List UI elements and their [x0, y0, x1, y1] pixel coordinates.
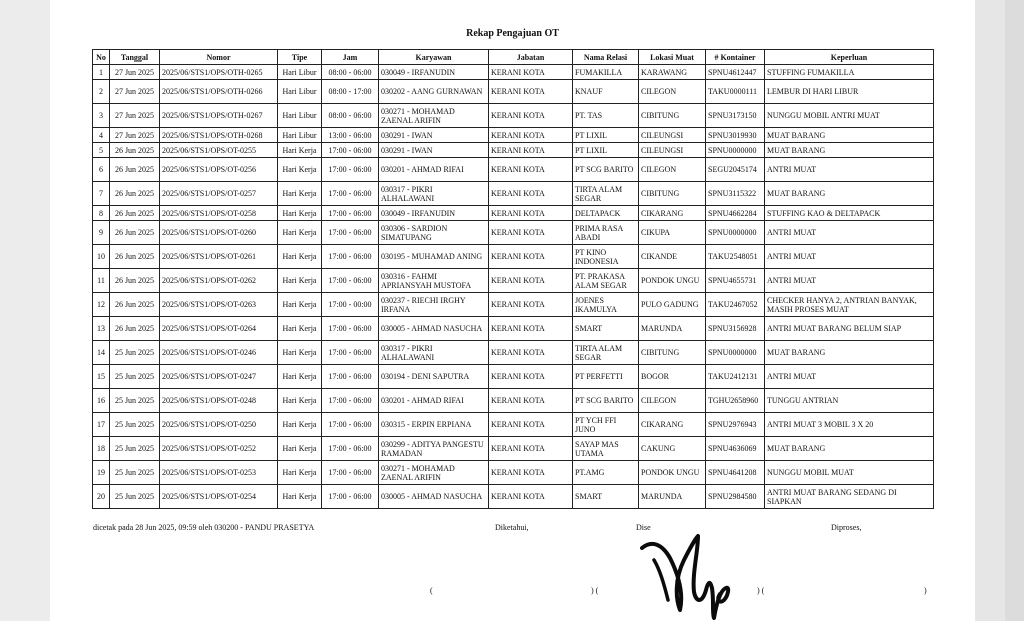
cell-jabatan: KERANI KOTA: [489, 317, 573, 341]
cell-tanggal: 25 Jun 2025: [110, 437, 160, 461]
cell-jabatan: KERANI KOTA: [489, 389, 573, 413]
cell-karyawan: 030306 - SARDION SIMATUPANG: [379, 221, 489, 245]
cell-jabatan: KERANI KOTA: [489, 437, 573, 461]
cell-jam: 17:00 - 06:00: [322, 437, 379, 461]
cell-kontainer: SPNU4612447: [706, 65, 765, 80]
cell-nomor: 2025/06/STS1/OPS/OT-0253: [160, 461, 278, 485]
table-row: [93, 206, 934, 221]
table-row: [93, 128, 934, 143]
cell-keperluan: NUNGGU MOBIL MUAT: [765, 461, 934, 485]
cell-nama-relasi: PT LIXIL: [573, 143, 639, 158]
table-row: [93, 269, 934, 293]
cell-karyawan: 030271 - MOHAMAD ZAENAL ARIFIN: [379, 461, 489, 485]
cell-nama-relasi: PT LIXIL: [573, 128, 639, 143]
col-nomor: Nomor: [160, 50, 278, 65]
cell-karyawan: 030271 - MOHAMAD ZAENAL ARIFIN: [379, 104, 489, 128]
cell-tanggal: 26 Jun 2025: [110, 221, 160, 245]
cell-nama-relasi: PT KINO INDONESIA: [573, 245, 639, 269]
cell-nama-relasi: PRIMA RASA ABADI: [573, 221, 639, 245]
col-karyawan: Karyawan: [379, 50, 489, 65]
cell-karyawan: 030299 - ADITYA PANGESTU RAMADAN: [379, 437, 489, 461]
cell-tipe: Hari Kerja: [278, 206, 322, 221]
cell-tipe: Hari Kerja: [278, 143, 322, 158]
cell-karyawan: 030005 - AHMAD NASUCHA: [379, 317, 489, 341]
background-right: [975, 0, 1024, 621]
cell-nama-relasi: PT. PRAKASA ALAM SEGAR: [573, 269, 639, 293]
table-row: [93, 485, 934, 509]
col-tipe: Tipe: [278, 50, 322, 65]
cell-nomor: 2025/06/STS1/OPS/OT-0248: [160, 389, 278, 413]
cell-nomor: 2025/06/STS1/OPS/OT-0255: [160, 143, 278, 158]
cell-keperluan: ANTRI MUAT: [765, 245, 934, 269]
cell-keperluan: MUAT BARANG: [765, 128, 934, 143]
cell-no: 14: [93, 341, 110, 365]
table-row: [93, 389, 934, 413]
cell-karyawan: 030237 - RIECHI IRGHY IRFANA: [379, 293, 489, 317]
table-row: [93, 245, 934, 269]
cell-jam: 08:00 - 17:00: [322, 80, 379, 104]
cell-nama-relasi: PT SCG BARITO: [573, 158, 639, 182]
cell-lokasi-muat: CIBITUNG: [639, 341, 706, 365]
cell-jabatan: KERANI KOTA: [489, 269, 573, 293]
cell-lokasi-muat: BOGOR: [639, 365, 706, 389]
cell-no: 6: [93, 158, 110, 182]
cell-jam: 17:00 - 06:00: [322, 485, 379, 509]
cell-jabatan: KERANI KOTA: [489, 206, 573, 221]
cell-nomor: 2025/06/STS1/OPS/OTH-0266: [160, 80, 278, 104]
cell-tipe: Hari Kerja: [278, 221, 322, 245]
cell-tanggal: 26 Jun 2025: [110, 158, 160, 182]
cell-tipe: Hari Kerja: [278, 341, 322, 365]
processed-label: Diproses,: [831, 523, 862, 532]
cell-tanggal: 25 Jun 2025: [110, 365, 160, 389]
cell-tipe: Hari Kerja: [278, 245, 322, 269]
cell-jam: 17:00 - 06:00: [322, 317, 379, 341]
cell-nama-relasi: SMART: [573, 317, 639, 341]
cell-tanggal: 25 Jun 2025: [110, 413, 160, 437]
printed-info: dicetak pada 28 Jun 2025, 09:59 oleh 030200 - PANDU PRASETYA: [93, 523, 315, 532]
table-row: [93, 293, 934, 317]
table-row: [93, 80, 934, 104]
cell-karyawan: 030202 - AANG GURNAWAN: [379, 80, 489, 104]
cell-jam: 17:00 - 06:00: [322, 365, 379, 389]
cell-nama-relasi: KNAUF: [573, 80, 639, 104]
cell-keperluan: MUAT BARANG: [765, 143, 934, 158]
table-row: [93, 437, 934, 461]
cell-tanggal: 26 Jun 2025: [110, 269, 160, 293]
col-keperluan: Keperluan: [765, 50, 934, 65]
cell-lokasi-muat: CIBITUNG: [639, 104, 706, 128]
cell-jabatan: KERANI KOTA: [489, 293, 573, 317]
cell-tanggal: 25 Jun 2025: [110, 485, 160, 509]
cell-tanggal: 26 Jun 2025: [110, 182, 160, 206]
cell-jam: 17:00 - 06:00: [322, 245, 379, 269]
cell-no: 17: [93, 413, 110, 437]
cell-tipe: Hari Kerja: [278, 365, 322, 389]
cell-lokasi-muat: CIKUPA: [639, 221, 706, 245]
cell-jam: 17:00 - 06:00: [322, 413, 379, 437]
cell-karyawan: 030201 - AHMAD RIFAI: [379, 389, 489, 413]
cell-kontainer: TGHU2658960: [706, 389, 765, 413]
cell-nomor: 2025/06/STS1/OPS/OT-0257: [160, 182, 278, 206]
table-row: [93, 221, 934, 245]
cell-keperluan: STUFFING FUMAKILLA: [765, 65, 934, 80]
cell-no: 10: [93, 245, 110, 269]
cell-lokasi-muat: MARUNDA: [639, 317, 706, 341]
cell-nomor: 2025/06/STS1/OPS/OT-0264: [160, 317, 278, 341]
cell-jabatan: KERANI KOTA: [489, 245, 573, 269]
cell-kontainer: SPNU4636069: [706, 437, 765, 461]
cell-kontainer: SPNU2976943: [706, 413, 765, 437]
overtime-table: [92, 49, 934, 509]
cell-tanggal: 25 Jun 2025: [110, 341, 160, 365]
cell-nomor: 2025/06/STS1/OPS/OT-0246: [160, 341, 278, 365]
cell-no: 7: [93, 182, 110, 206]
cell-nomor: 2025/06/STS1/OPS/OT-0252: [160, 437, 278, 461]
table-row: [93, 341, 934, 365]
cell-tanggal: 26 Jun 2025: [110, 206, 160, 221]
cell-lokasi-muat: CILEUNGSI: [639, 128, 706, 143]
cell-no: 19: [93, 461, 110, 485]
cell-jabatan: KERANI KOTA: [489, 182, 573, 206]
cell-kontainer: SPNU4641208: [706, 461, 765, 485]
cell-lokasi-muat: CIBITUNG: [639, 182, 706, 206]
cell-kontainer: SPNU3019930: [706, 128, 765, 143]
table-row: [93, 413, 934, 437]
sign-paren-2: ) (: [591, 586, 599, 595]
cell-tanggal: 27 Jun 2025: [110, 65, 160, 80]
cell-karyawan: 030291 - IWAN: [379, 143, 489, 158]
cell-keperluan: ANTRI MUAT: [765, 221, 934, 245]
cell-kontainer: TAKU2548051: [706, 245, 765, 269]
cell-jam: 08:00 - 06:00: [322, 65, 379, 80]
table-row: [93, 182, 934, 206]
cell-nomor: 2025/06/STS1/OPS/OT-0250: [160, 413, 278, 437]
cell-nama-relasi: PT SCG BARITO: [573, 389, 639, 413]
cell-no: 15: [93, 365, 110, 389]
cell-lokasi-muat: CILEUNGSI: [639, 143, 706, 158]
table-row: [93, 104, 934, 128]
cell-nomor: 2025/06/STS1/OPS/OTH-0267: [160, 104, 278, 128]
cell-tipe: Hari Kerja: [278, 293, 322, 317]
cell-karyawan: 030291 - IWAN: [379, 128, 489, 143]
cell-tipe: Hari Kerja: [278, 485, 322, 509]
sign-paren-1: (: [430, 586, 433, 595]
cell-keperluan: TUNGGU ANTRIAN: [765, 389, 934, 413]
cell-kontainer: TAKU0000111: [706, 80, 765, 104]
cell-jabatan: KERANI KOTA: [489, 221, 573, 245]
cell-no: 20: [93, 485, 110, 509]
cell-jabatan: KERANI KOTA: [489, 80, 573, 104]
cell-lokasi-muat: CIKARANG: [639, 206, 706, 221]
cell-tanggal: 27 Jun 2025: [110, 128, 160, 143]
cell-tipe: Hari Libur: [278, 128, 322, 143]
cell-jabatan: KERANI KOTA: [489, 158, 573, 182]
table-row: [93, 365, 934, 389]
cell-keperluan: NUNGGU MOBIL ANTRI MUAT: [765, 104, 934, 128]
cell-jabatan: KERANI KOTA: [489, 341, 573, 365]
cell-kontainer: SPNU3115322: [706, 182, 765, 206]
cell-kontainer: SPNU2984580: [706, 485, 765, 509]
cell-tanggal: 25 Jun 2025: [110, 389, 160, 413]
cell-tipe: Hari Libur: [278, 80, 322, 104]
cell-lokasi-muat: CIKARANG: [639, 413, 706, 437]
cell-no: 13: [93, 317, 110, 341]
cell-karyawan: 030201 - AHMAD RIFAI: [379, 158, 489, 182]
cell-nomor: 2025/06/STS1/OPS/OTH-0268: [160, 128, 278, 143]
cell-jabatan: KERANI KOTA: [489, 485, 573, 509]
cell-lokasi-muat: CILEGON: [639, 389, 706, 413]
cell-jam: 17:00 - 06:00: [322, 269, 379, 293]
sign-paren-4: ): [924, 586, 927, 595]
table-header-row: [93, 50, 934, 65]
table-body: [93, 65, 934, 509]
cell-no: 3: [93, 104, 110, 128]
cell-karyawan: 030049 - IRFANUDIN: [379, 65, 489, 80]
cell-keperluan: MUAT BARANG: [765, 437, 934, 461]
cell-nama-relasi: PT. TAS: [573, 104, 639, 128]
col-nama-relasi: Nama Relasi: [573, 50, 639, 65]
cell-tipe: Hari Kerja: [278, 269, 322, 293]
cell-jam: 08:00 - 06:00: [322, 104, 379, 128]
cell-karyawan: 030316 - FAHMI APRIANSYAH MUSTOFA: [379, 269, 489, 293]
cell-no: 16: [93, 389, 110, 413]
table-row: [93, 143, 934, 158]
cell-no: 11: [93, 269, 110, 293]
cell-keperluan: ANTRI MUAT BARANG BELUM SIAP: [765, 317, 934, 341]
cell-karyawan: 030049 - IRFANUDIN: [379, 206, 489, 221]
cell-jam: 17:00 - 00:00: [322, 293, 379, 317]
cell-lokasi-muat: CIKANDE: [639, 245, 706, 269]
cell-keperluan: ANTRI MUAT: [765, 365, 934, 389]
sign-paren-3: ) (: [757, 586, 765, 595]
cell-kontainer: TAKU2467052: [706, 293, 765, 317]
cell-nomor: 2025/06/STS1/OPS/OT-0263: [160, 293, 278, 317]
cell-karyawan: 030005 - AHMAD NASUCHA: [379, 485, 489, 509]
cell-lokasi-muat: CILEGON: [639, 80, 706, 104]
cell-jam: 17:00 - 06:00: [322, 341, 379, 365]
cell-nomor: 2025/06/STS1/OPS/OT-0254: [160, 485, 278, 509]
col-tanggal: Tanggal: [110, 50, 160, 65]
cell-tanggal: 26 Jun 2025: [110, 317, 160, 341]
cell-tanggal: 27 Jun 2025: [110, 80, 160, 104]
cell-nama-relasi: TIRTA ALAM SEGAR: [573, 182, 639, 206]
cell-jabatan: KERANI KOTA: [489, 461, 573, 485]
cell-lokasi-muat: PONDOK UNGU: [639, 461, 706, 485]
cell-jabatan: KERANI KOTA: [489, 143, 573, 158]
cell-kontainer: SPNU4662284: [706, 206, 765, 221]
cell-lokasi-muat: CILEGON: [639, 158, 706, 182]
cell-tipe: Hari Kerja: [278, 158, 322, 182]
cell-kontainer: TAKU2412131: [706, 365, 765, 389]
cell-nomor: 2025/06/STS1/OPS/OT-0262: [160, 269, 278, 293]
cell-keperluan: STUFFING KAO & DELTAPACK: [765, 206, 934, 221]
cell-kontainer: SPNU3156928: [706, 317, 765, 341]
cell-tipe: Hari Kerja: [278, 461, 322, 485]
cell-jabatan: KERANI KOTA: [489, 128, 573, 143]
cell-jam: 17:00 - 06:00: [322, 389, 379, 413]
cell-lokasi-muat: PONDOK UNGU: [639, 269, 706, 293]
cell-kontainer: SPNU4655731: [706, 269, 765, 293]
cell-keperluan: MUAT BARANG: [765, 182, 934, 206]
cell-jabatan: KERANI KOTA: [489, 65, 573, 80]
cell-nama-relasi: PT PERFETTI: [573, 365, 639, 389]
cell-karyawan: 030195 - MUHAMAD ANING: [379, 245, 489, 269]
cell-lokasi-muat: CAKUNG: [639, 437, 706, 461]
cell-nomor: 2025/06/STS1/OPS/OT-0247: [160, 365, 278, 389]
cell-nama-relasi: FUMAKILLA: [573, 65, 639, 80]
cell-nomor: 2025/06/STS1/OPS/OT-0256: [160, 158, 278, 182]
cell-tanggal: 27 Jun 2025: [110, 104, 160, 128]
cell-tipe: Hari Kerja: [278, 389, 322, 413]
cell-tanggal: 26 Jun 2025: [110, 245, 160, 269]
cell-karyawan: 030315 - ERPIN ERPIANA: [379, 413, 489, 437]
cell-nomor: 2025/06/STS1/OPS/OT-0258: [160, 206, 278, 221]
cell-jabatan: KERANI KOTA: [489, 413, 573, 437]
cell-tipe: Hari Kerja: [278, 317, 322, 341]
cell-keperluan: CHECKER HANYA 2, ANTRIAN BANYAK, MASIH PROSES MUAT: [765, 293, 934, 317]
cell-jabatan: KERANI KOTA: [489, 365, 573, 389]
handwritten-signature: [640, 530, 735, 621]
cell-nomor: 2025/06/STS1/OPS/OTH-0265: [160, 65, 278, 80]
cell-jam: 17:00 - 06:00: [322, 221, 379, 245]
cell-no: 4: [93, 128, 110, 143]
cell-nama-relasi: JOENES IKAMULYA: [573, 293, 639, 317]
cell-nama-relasi: PT.AMG: [573, 461, 639, 485]
cell-no: 18: [93, 437, 110, 461]
cell-no: 2: [93, 80, 110, 104]
cell-jam: 17:00 - 06:00: [322, 158, 379, 182]
col-jabatan: Jabatan: [489, 50, 573, 65]
col-no: No: [93, 50, 110, 65]
cell-tipe: Hari Kerja: [278, 413, 322, 437]
cell-nomor: 2025/06/STS1/OPS/OT-0260: [160, 221, 278, 245]
cell-lokasi-muat: PULO GADUNG: [639, 293, 706, 317]
cell-keperluan: LEMBUR DI HARI LIBUR: [765, 80, 934, 104]
cell-tanggal: 25 Jun 2025: [110, 461, 160, 485]
cell-karyawan: 030317 - PIKRI ALHALAWANI: [379, 182, 489, 206]
cell-tanggal: 26 Jun 2025: [110, 293, 160, 317]
cell-keperluan: ANTRI MUAT: [765, 269, 934, 293]
col-jam: Jam: [322, 50, 379, 65]
document-title: Rekap Pengajuan OT: [466, 28, 559, 39]
cell-keperluan: ANTRI MUAT 3 MOBIL 3 X 20: [765, 413, 934, 437]
table-row: [93, 65, 934, 80]
cell-keperluan: MUAT BARANG: [765, 341, 934, 365]
cell-jam: 17:00 - 06:00: [322, 206, 379, 221]
cell-lokasi-muat: MARUNDA: [639, 485, 706, 509]
cell-tipe: Hari Kerja: [278, 182, 322, 206]
cell-jam: 17:00 - 06:00: [322, 182, 379, 206]
cell-jam: 17:00 - 06:00: [322, 461, 379, 485]
cell-tanggal: 26 Jun 2025: [110, 143, 160, 158]
cell-lokasi-muat: KARAWANG: [639, 65, 706, 80]
cell-kontainer: SPNU0000000: [706, 143, 765, 158]
col-kontainer: # Kontainer: [706, 50, 765, 65]
cell-nama-relasi: PT YCH FFI JUNO: [573, 413, 639, 437]
cell-tipe: Hari Kerja: [278, 437, 322, 461]
cell-keperluan: ANTRI MUAT: [765, 158, 934, 182]
cell-no: 5: [93, 143, 110, 158]
cell-jabatan: KERANI KOTA: [489, 104, 573, 128]
cell-kontainer: SPNU3173150: [706, 104, 765, 128]
cell-no: 1: [93, 65, 110, 80]
cell-jam: 13:00 - 06:00: [322, 128, 379, 143]
cell-nama-relasi: DELTAPACK: [573, 206, 639, 221]
known-label: Diketahui,: [495, 523, 529, 532]
document-page: [50, 0, 975, 621]
approved-label: Dise: [636, 523, 651, 532]
col-lokasi-muat: Lokasi Muat: [639, 50, 706, 65]
table-row: [93, 317, 934, 341]
cell-karyawan: 030317 - PIKRI ALHALAWANI: [379, 341, 489, 365]
cell-no: 9: [93, 221, 110, 245]
cell-kontainer: SEGU2045174: [706, 158, 765, 182]
cell-keperluan: ANTRI MUAT BARANG SEDANG DI SIAPKAN: [765, 485, 934, 509]
cell-kontainer: SPNU0000000: [706, 221, 765, 245]
table-row: [93, 461, 934, 485]
cell-tipe: Hari Libur: [278, 65, 322, 80]
cell-no: 12: [93, 293, 110, 317]
cell-nama-relasi: SAYAP MAS UTAMA: [573, 437, 639, 461]
cell-nama-relasi: TIRTA ALAM SEGAR: [573, 341, 639, 365]
cell-jam: 17:00 - 06:00: [322, 143, 379, 158]
cell-nama-relasi: SMART: [573, 485, 639, 509]
cell-no: 8: [93, 206, 110, 221]
cell-tipe: Hari Libur: [278, 104, 322, 128]
cell-nomor: 2025/06/STS1/OPS/OT-0261: [160, 245, 278, 269]
background-left: [0, 0, 50, 621]
cell-kontainer: SPNU0000000: [706, 341, 765, 365]
cell-karyawan: 030194 - DENI SAPUTRA: [379, 365, 489, 389]
table-row: [93, 158, 934, 182]
